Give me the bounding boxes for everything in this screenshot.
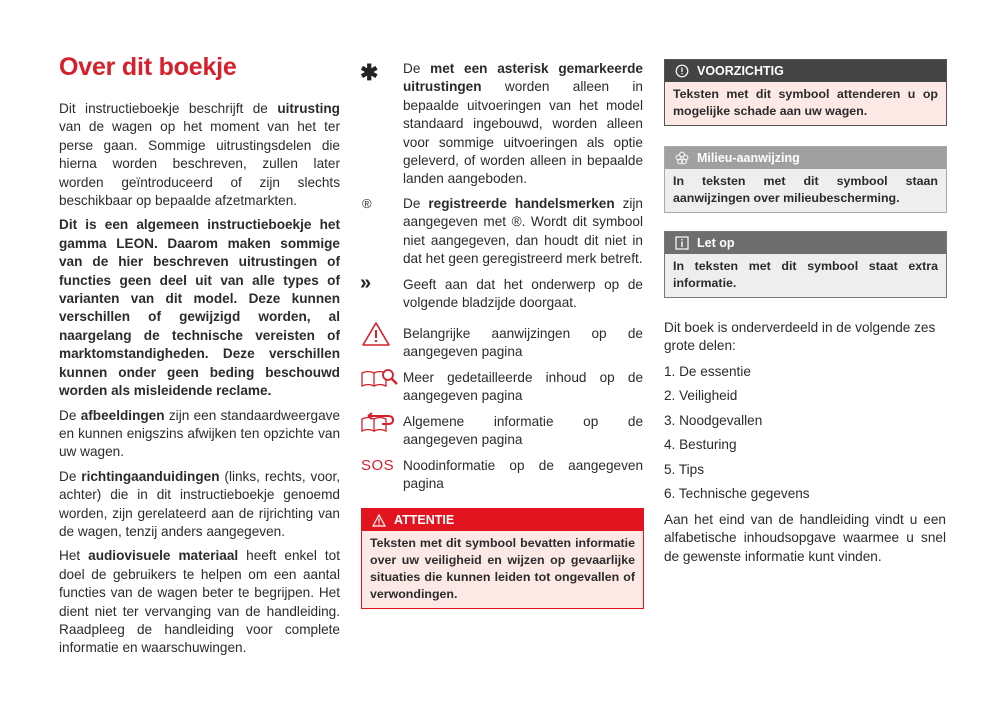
letop-text: In teksten met dit symbool staat extra informatie. — [673, 259, 938, 290]
paragraph-equipment: Dit instructieboekje beschrijft de uitrusting van de wagen op het moment van het ter perse gaan. Sommige uitrustingsdelen die hierna worden beschreven, zullen later worden geïntroduceerd of zijn slechts beschikbaar op bepaalde afzetmarkten. — [59, 101, 340, 209]
part-item: 3. Noodgevallen — [664, 413, 763, 428]
attentie-text: Teksten met dit symbool bevatten informatie over uw veiligheid en wijzen op gevaarlijke situaties die kunnen leiden tot ongevallen of verwondingen. — [370, 536, 635, 601]
part-item: 5. Tips — [664, 462, 705, 477]
letop-header: Let op — [665, 232, 946, 254]
attentie-header: ATTENTIE — [362, 509, 643, 531]
legend-detail: Meer gedetailleerde inhoud op de aangegeven pagina — [360, 369, 643, 409]
attentie-box — [361, 508, 644, 609]
index-note: Aan het eind van de handleiding vindt u een alfabetische inhoudsopgave waarmee u snel de gewenste informatie kunt vinden. — [664, 512, 946, 564]
legend-warning: Belangrijke aanwijzingen op de aangegeven pagina — [360, 325, 643, 365]
continue-arrows-icon: » — [360, 272, 372, 294]
book-arrow-icon — [360, 411, 400, 438]
letop-box — [664, 231, 947, 298]
legend-continue: » Geeft aan dat het onderwerp op de volgende bladzijde doorgaat. — [360, 272, 643, 311]
part-item: 2. Veiligheid — [664, 388, 738, 403]
voorzichtig-header: VOORZICHTIG — [665, 60, 946, 82]
paragraph-audiovisual: Het audiovisuele materiaal heeft enkel tot doel de gebruikers te helpen om een aantal functies van de wagen beter te begrijpen. Het dient niet ter vervanging van de handleiding. Raadpleeg de handleiding voor complete informatie en waarschuwingen. — [59, 548, 340, 656]
column-intro — [59, 100, 340, 658]
parts-intro: Dit boek is onderverdeeld in de volgende zes grote delen: — [664, 320, 936, 354]
paragraph-directions: De richtingaanduidingen (links, rechts, voor, achter) die in dit instructieboekje genoemd worden, zijn gerelateerd aan de rijrichting van de wagen, tenzij anders aangegeven. — [59, 468, 341, 539]
flower-icon — [675, 151, 689, 165]
exclamation-circle-icon — [675, 64, 689, 78]
voorzichtig-box — [664, 59, 947, 126]
info-icon — [675, 236, 689, 250]
legend-sos: SOS Noodinformatie op de aangegeven pagina — [361, 457, 643, 492]
milieu-box — [664, 146, 947, 213]
part-item: 1. De essentie — [664, 364, 751, 379]
asterisk-icon: ✱ — [360, 60, 379, 85]
page-title: Over dit boekje — [59, 53, 237, 81]
legend-registered: ® De registreerde handelsmerken zijn aangegeven met ®. Wordt dit symbool niet aangegeven, dan houdt dit niet in dat het geen geregistreerd merk betreft. — [362, 196, 643, 267]
warning-triangle-icon — [372, 514, 386, 527]
book-magnifier-icon — [360, 367, 400, 394]
milieu-header: Milieu-aanwijzing — [665, 147, 946, 169]
legend-general: Algemene informatie op de aangegeven pagina — [360, 413, 643, 453]
paragraph-images: De afbeeldingen zijn een standaardweergave en kunnen enigszins afwijken ten opzichte van uw wagen. — [59, 407, 340, 460]
voorzichtig-text: Teksten met dit symbool attenderen u op mogelijke schade aan uw wagen. — [673, 87, 938, 118]
paragraph-general-manual: Dit is een algemeen instructieboekje het gamma LEON. Daarom maken sommige van de hier beschreven uitrustingen of functies geen deel uit van alle types of varianten van dit model. Deze kunnen verschillen of gewijzigd worden, al naargelang de technische vereisten of marktomstandigheden. Deze verschillen kunnen onder geen beding beschouwd worden als misleidende reclame. — [59, 217, 340, 399]
registered-icon: ® — [362, 196, 372, 211]
legend-asterisk: ✱ De met een asterisk gemarkeerde uitrustingen worden alleen in bepaalde uitvoeringen van het model standaard ingebouwd, worden alleen voor sommige uitvoeringen als optie geleverd, of worden alleen in bepaalde landen aangeboden. — [360, 60, 643, 187]
part-item: 6. Technische gegevens — [664, 486, 810, 501]
milieu-text: In teksten met dit symbool staan aanwijzingen over milieubescherming. — [673, 174, 938, 205]
warning-triangle-icon — [361, 321, 401, 352]
sos-icon: SOS — [361, 457, 395, 474]
part-item: 4. Besturing — [664, 437, 737, 452]
